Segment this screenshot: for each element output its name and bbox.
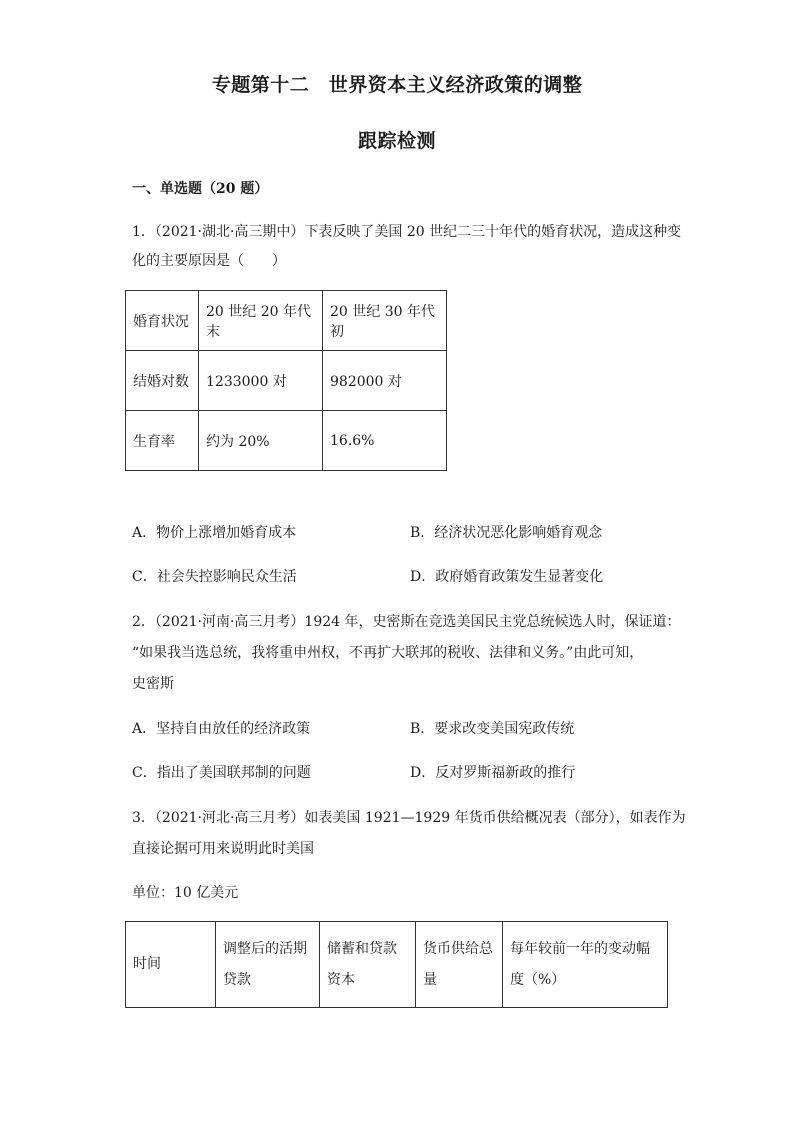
page-subtitle: 跟踪检测 — [357, 130, 436, 152]
table-header-row — [126, 291, 447, 351]
table-header-cell: 20 世纪 20 年代末 — [199, 291, 323, 351]
table-row — [126, 411, 447, 471]
section-heading: 一、单选题（20 题） — [132, 181, 269, 197]
q3-money-supply-table — [125, 921, 668, 1008]
table-header-cell — [503, 922, 668, 1008]
q2-option-a[interactable]: A．坚持自由放任的经济政策 — [132, 721, 311, 737]
header-text: 时间 — [133, 956, 161, 972]
header-text: 度（%） — [510, 971, 566, 988]
table-cell: 结婚对数 — [126, 351, 199, 411]
table-cell: 约为 20% — [199, 411, 323, 471]
q1-stem-line-1: 1．（2021·湖北·高三期中）下表反映了美国 20 世纪二三十年代的婚育状况，造成这种变 — [132, 224, 682, 240]
table-header-cell — [126, 922, 216, 1008]
header-text: 量 — [423, 971, 437, 988]
header-text: 货币供给总 — [423, 940, 493, 957]
q3-unit-label: 单位：10 亿美元 — [132, 885, 239, 901]
table-header-cell: 20 世纪 30 年代初 — [323, 291, 447, 351]
q1-option-a[interactable]: A．物价上涨增加婚育成本 — [132, 525, 297, 541]
table-header-cell: 婚育状况 — [126, 291, 199, 351]
table-cell: 982000 对 — [323, 351, 447, 411]
q3-stem-line-2: 直接论据可用来说明此时美国 — [132, 841, 314, 857]
page-title: 专题第十二 世界资本主义经济政策的调整 — [211, 74, 583, 96]
table-header-cell — [320, 922, 416, 1008]
q1-option-b[interactable]: B．经济状况恶化影响婚育观念 — [410, 525, 603, 541]
header-text: 资本 — [327, 971, 355, 988]
header-text: 每年较前一年的变动幅 — [510, 940, 650, 957]
q1-option-c[interactable]: C．社会失控影响民众生活 — [132, 569, 297, 585]
q2-stem-line-2: “如果我当选总统，我将重申州权，不再扩大联邦的税收、法律和义务。”由此可知， — [132, 645, 644, 661]
header-text: 贷款 — [223, 971, 251, 988]
table-row — [126, 351, 447, 411]
q1-stem-line-2: 化的主要原因是（ ） — [132, 253, 286, 269]
q2-stem-line-3: 史密斯 — [132, 676, 174, 692]
header-text: 储蓄和贷款 — [327, 940, 397, 957]
table-cell: 16.6% — [323, 411, 447, 471]
q2-option-d[interactable]: D．反对罗斯福新政的推行 — [410, 765, 576, 781]
table-header-row — [126, 922, 668, 1008]
table-header-cell — [216, 922, 320, 1008]
table-header-cell — [416, 922, 503, 1008]
q2-option-b[interactable]: B．要求改变美国宪政传统 — [410, 721, 575, 737]
q3-stem-line-1: 3．（2021·河北·高三月考）如表美国 1921—1929 年货币供给概况表（部分），如表作为 — [132, 810, 686, 826]
table-cell: 生育率 — [126, 411, 199, 471]
q2-stem-line-1: 2．（2021·河南·高三月考）1924 年，史密斯在竞选美国民主党总统候选人时，保证道： — [132, 614, 681, 630]
q1-marriage-table — [125, 290, 447, 471]
q2-option-c[interactable]: C．指出了美国联邦制的问题 — [132, 765, 311, 781]
table-cell: 1233000 对 — [199, 351, 323, 411]
q1-option-d[interactable]: D．政府婚育政策发生显著变化 — [410, 569, 604, 585]
header-text: 调整后的活期 — [223, 940, 307, 957]
